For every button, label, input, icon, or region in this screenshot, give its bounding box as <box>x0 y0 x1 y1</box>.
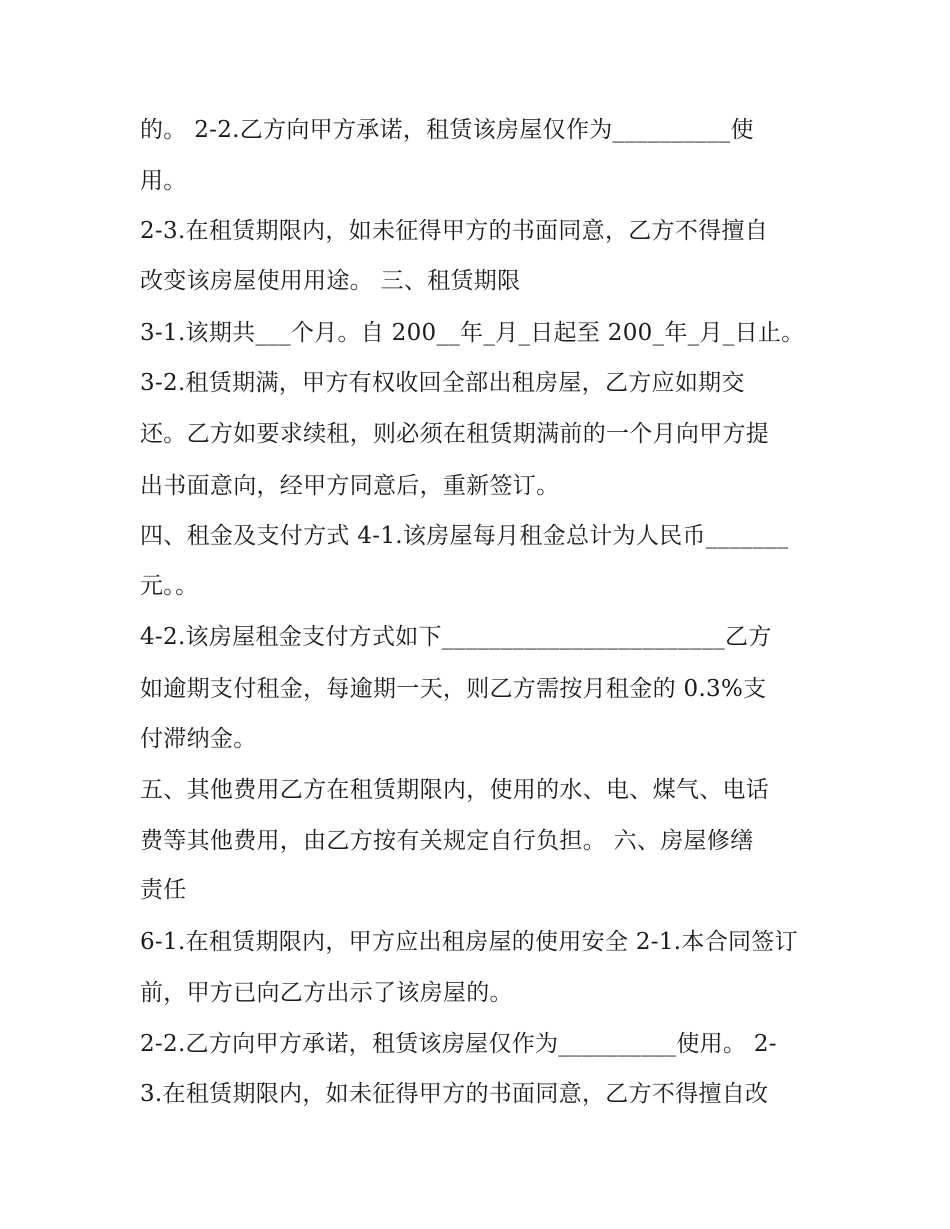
text-line: 五、其他费用乙方在租赁期限内，使用的水、电、煤气、电话 <box>140 777 770 803</box>
text-line: 费等其他费用，由乙方按有关规定自行负担。 六、房屋修缮 <box>140 828 754 854</box>
text-line: 前，甲方已向乙方出示了该房屋的。 <box>140 980 513 1006</box>
text-line: 6-1.在租赁期限内，甲方应出租房屋的使用安全 2-1.本合同签订 <box>140 929 798 955</box>
text-line: 用。 <box>140 168 187 194</box>
text-line: 责任 <box>140 877 187 903</box>
text-line: 元。。 <box>140 573 199 599</box>
text-line: 的。 2-2.乙方向甲方承诺，租赁该房屋仅作为__________使 <box>140 117 754 143</box>
text-line: 还。乙方如要求续租，则必须在租赁期满前的一个月向甲方提 <box>140 421 770 447</box>
text-line: 3-1.该期共___个月。自 200__年_月_日起至 200_年_月_日止。 <box>140 320 805 346</box>
text-line: 出书面意向，经甲方同意后，重新签订。 <box>140 473 560 499</box>
text-line: 如逾期支付租金，每逾期一天，则乙方需按月租金的 0.3%支 <box>140 676 767 702</box>
text-line: 4-2.该房屋租金支付方式如下________________________乙方 <box>140 624 772 650</box>
text-line: 四、租金及支付方式 4-1.该房屋每月租金总计为人民币_______ <box>140 523 789 549</box>
text-line: 3.在租赁期限内，如未征得甲方的书面同意，乙方不得擅自改 <box>140 1081 769 1107</box>
text-line: 付滞纳金。 <box>140 726 257 752</box>
text-line: 3-2.租赁期满，甲方有权收回全部出租房屋，乙方应如期交 <box>140 370 745 396</box>
text-line: 改变该房屋使用用途。 三、租赁期限 <box>140 268 521 294</box>
text-line: 2-2.乙方向甲方承诺，租赁该房屋仅作为__________使用。 2- <box>140 1031 777 1057</box>
text-line: 2-3.在租赁期限内，如未征得甲方的书面同意，乙方不得擅自 <box>140 218 769 244</box>
